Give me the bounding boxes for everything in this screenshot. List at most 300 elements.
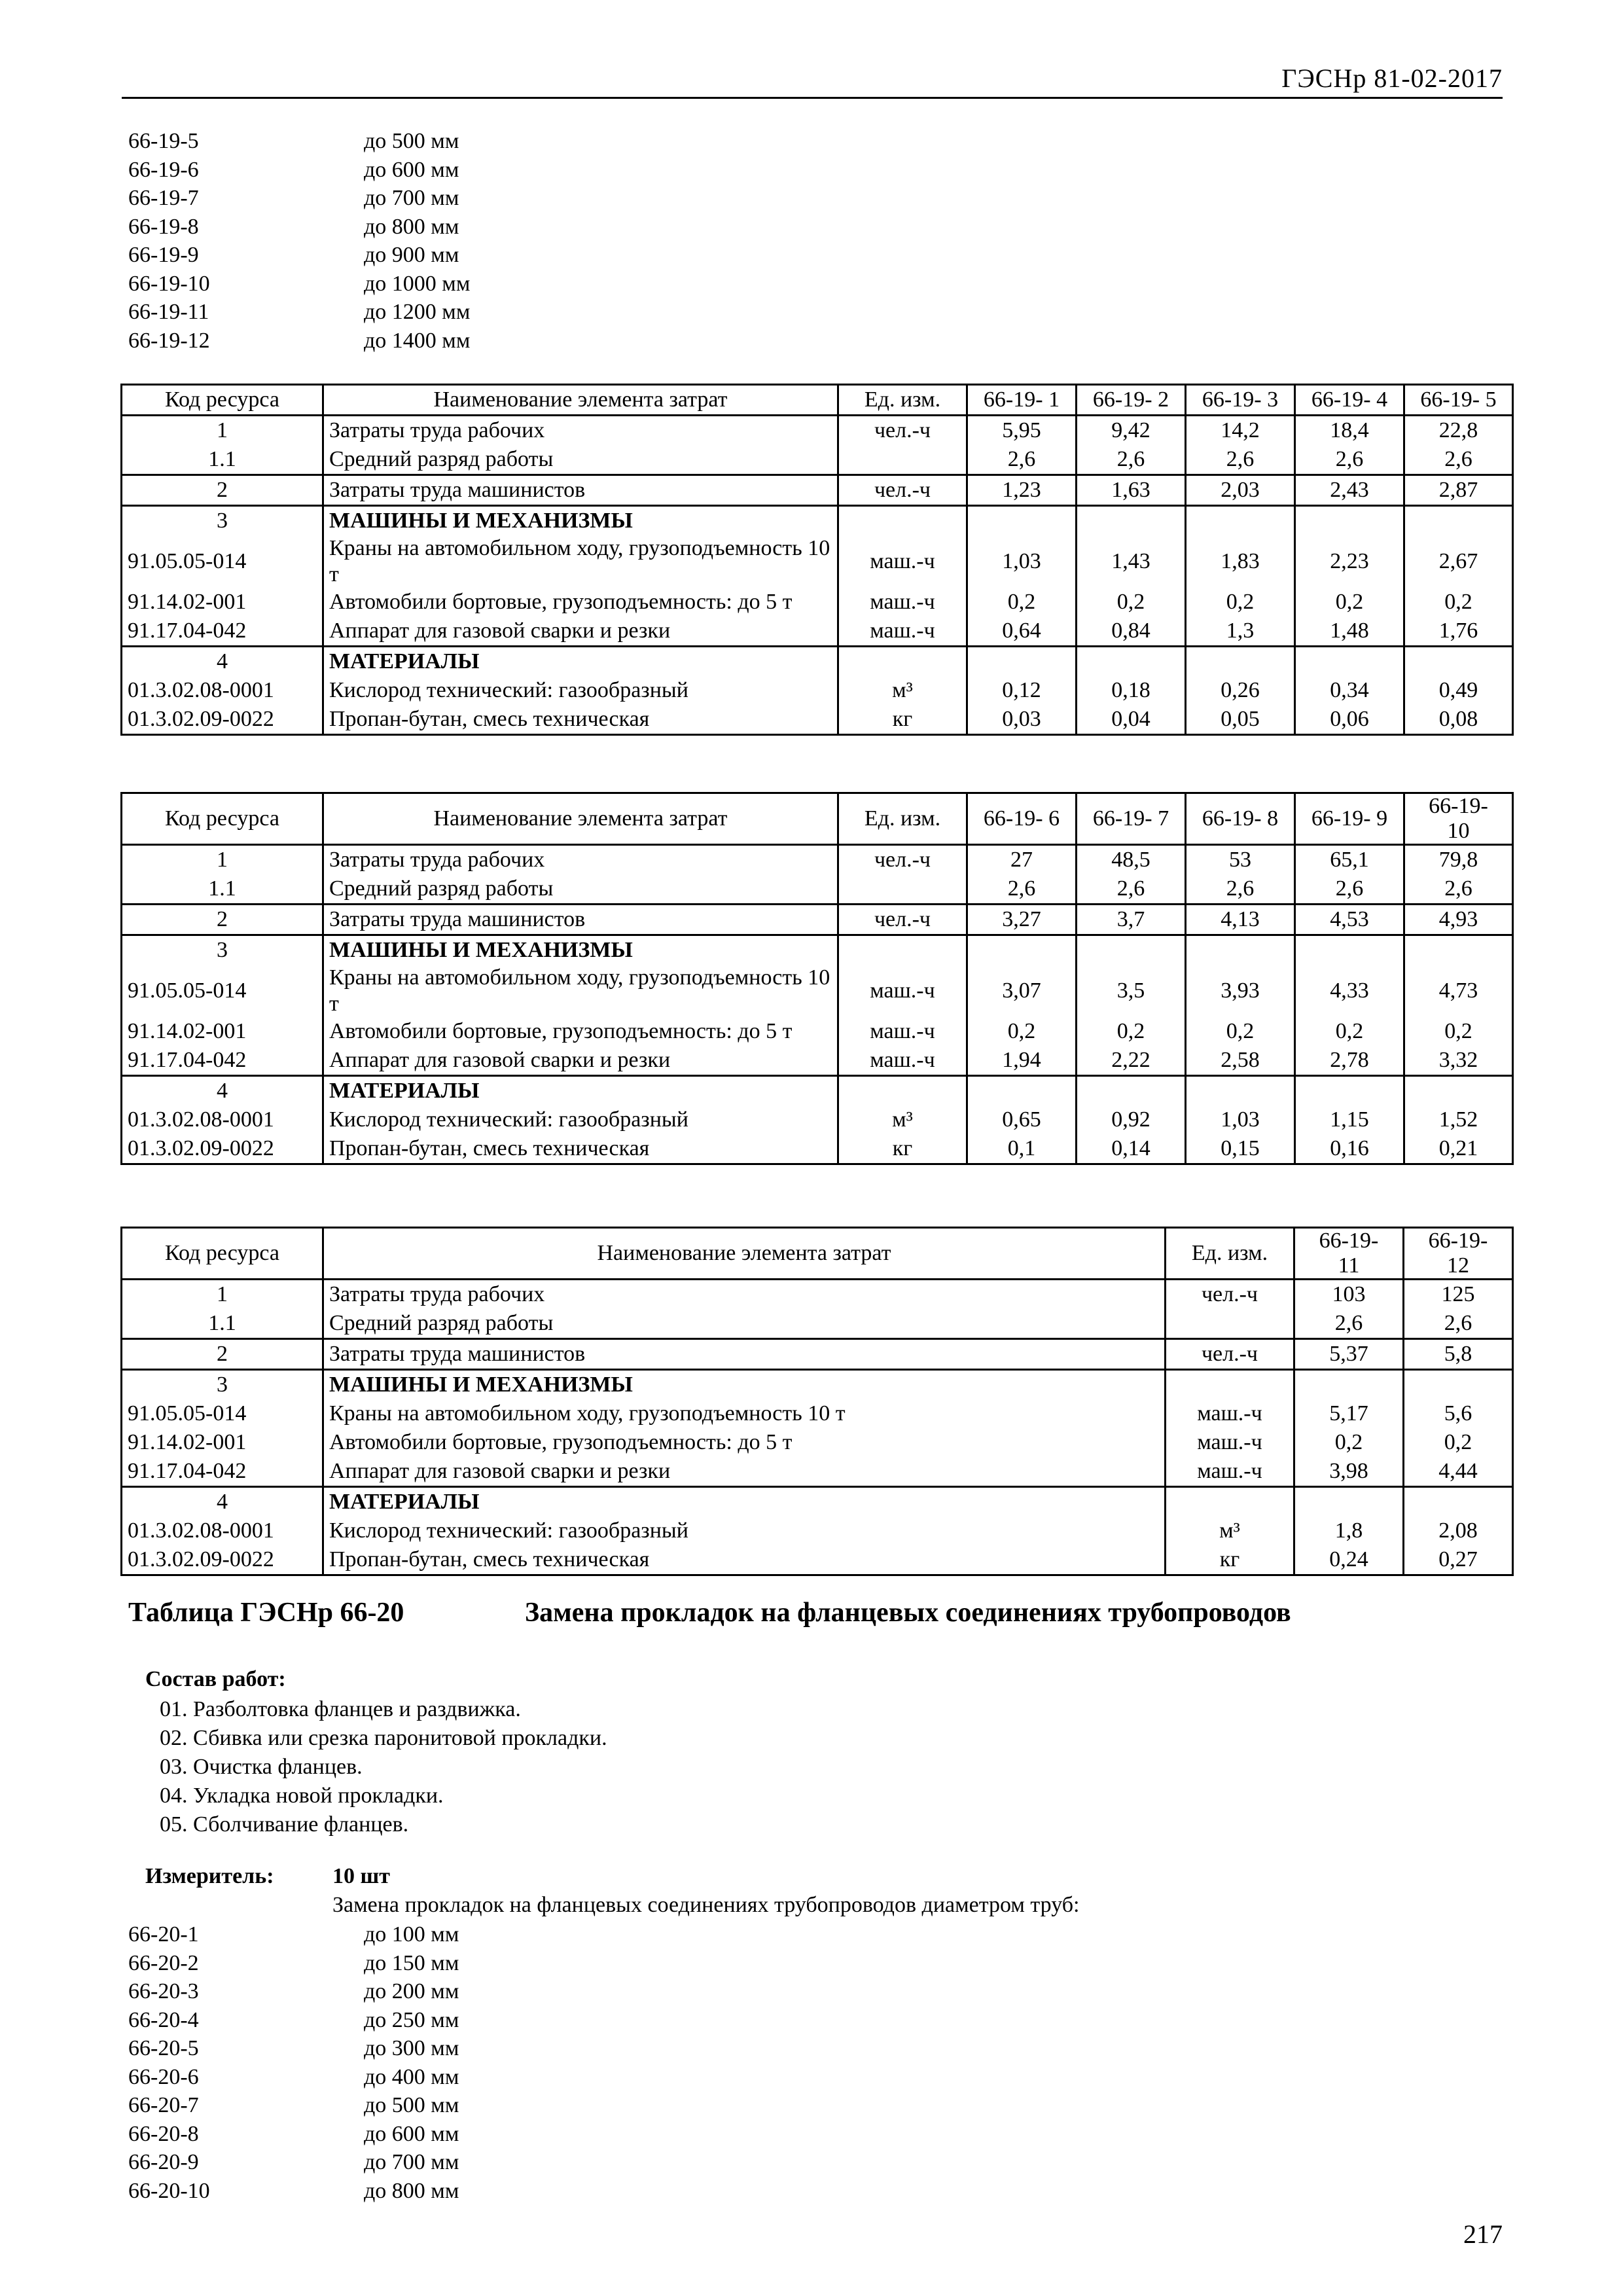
cell-unit: маш.-ч [838,1046,967,1076]
cell-value: 3,07 [967,965,1077,1017]
cell-unit: маш.-ч [838,535,967,588]
measure-description: Замена прокладок на фланцевых соединениях трубопроводов диаметром труб: [332,1893,1080,1917]
item-text: до 300 мм [364,2036,459,2060]
cell-value: 1,76 [1404,617,1513,647]
cell-name: Средний разряд работы [323,874,838,905]
list-item [128,1977,459,2006]
cell-unit: кг [838,705,967,735]
measure-label: Измеритель: [145,1864,274,1888]
header-norm-code: 66-19- 4 [1295,385,1404,416]
header-norm-code: 66-19- 6 [967,793,1077,845]
cell-unit: м³ [1166,1516,1294,1545]
table-header-row [122,793,1513,845]
cell-value: 0,2 [1295,1017,1404,1046]
cell-value [1077,647,1186,677]
cell-value: 1,23 [967,475,1077,506]
cell-name: МАШИНЫ И МЕХАНИЗМЫ [323,506,838,536]
header-name: Наименование элемента затрат [323,793,838,845]
item-code: 66-20-9 [128,2150,199,2174]
cell-value: 2,6 [967,445,1077,475]
cell-value: 125 [1404,1280,1513,1310]
cell-unit: м³ [838,676,967,705]
cell-value: 0,92 [1077,1105,1186,1134]
cell-value: 0,65 [967,1105,1077,1134]
list-item [128,327,470,355]
cell-value: 0,49 [1404,676,1513,705]
table-row [122,1134,1513,1164]
list-item [128,2091,459,2120]
cell-code: 91.17.04-042 [122,1457,323,1487]
item-text: до 700 мм [364,186,459,210]
cell-value [967,647,1077,677]
cell-value: 0,2 [1186,1017,1295,1046]
cell-unit: чел.-ч [838,905,967,935]
cell-value: 0,2 [1404,1017,1513,1046]
item-code: 66-20-1 [128,1922,199,1946]
cell-unit: маш.-ч [1166,1457,1294,1487]
cell-value [1294,1487,1404,1517]
cell-name: МАТЕРИАЛЫ [323,1076,838,1106]
composition-item: 02. Сбивка или срезка паронитовой прокладки. [160,1726,607,1750]
table-row [122,617,1513,647]
cell-value: 0,04 [1077,705,1186,735]
cell-code: 01.3.02.09-0022 [122,1545,323,1575]
cell-value: 0,2 [1404,588,1513,617]
cell-value: 2,6 [1186,874,1295,905]
cell-code: 4 [122,1076,323,1106]
table-row [122,1339,1513,1370]
cell-name: МАШИНЫ И МЕХАНИЗМЫ [323,1370,1166,1400]
cell-value: 2,6 [1404,874,1513,905]
item-text: до 100 мм [364,1922,459,1946]
table-row [122,1017,1513,1046]
item-code: 66-20-5 [128,2036,199,2060]
table-row [122,1399,1513,1428]
cell-name: Автомобили бортовые, грузоподъемность: до 5 т [323,1428,1166,1457]
cell-value: 3,93 [1186,965,1295,1017]
cell-value: 4,53 [1295,905,1404,935]
item-text: до 1200 мм [364,300,471,324]
page-number: 217 [1463,2219,1503,2249]
list-item [128,156,470,185]
cell-unit [838,647,967,677]
cell-code: 91.05.05-014 [122,1399,323,1428]
cell-value: 0,08 [1404,705,1513,735]
item-text: до 400 мм [364,2064,459,2089]
cell-value: 4,33 [1295,965,1404,1017]
cell-value [1295,1076,1404,1106]
table-row [122,475,1513,506]
cell-value [1404,1076,1513,1106]
cell-name: Кислород технический: газообразный [323,676,838,705]
cell-code: 01.3.02.09-0022 [122,705,323,735]
item-text: до 150 мм [364,1950,459,1975]
cell-code: 1 [122,845,323,875]
table-row [122,445,1513,475]
cell-value: 0,2 [1295,588,1404,617]
cell-value: 0,14 [1077,1134,1186,1164]
table-title: Замена прокладок на фланцевых соединениях трубопроводов [525,1598,1291,1628]
header-code: Код ресурса [122,793,323,845]
cell-name: Затраты труда рабочих [323,416,838,446]
cell-value: 27 [967,845,1077,875]
cell-value: 1,03 [967,535,1077,588]
cell-unit: чел.-ч [838,475,967,506]
list-item [128,2177,459,2206]
cell-value [1186,935,1295,965]
cell-value: 2,08 [1404,1516,1513,1545]
cell-unit [1166,1309,1294,1339]
resource-table-1 [120,384,1514,736]
cell-name: Затраты труда машинистов [323,905,838,935]
list-item [128,213,470,242]
header-unit: Ед. изм. [838,793,967,845]
cell-value: 4,44 [1404,1457,1513,1487]
cell-value: 0,2 [1077,588,1186,617]
header-code: Код ресурса [122,1228,323,1280]
item-code: 66-19-11 [128,300,209,324]
cell-code: 1 [122,1280,323,1310]
list-item [128,2063,459,2092]
cell-value: 2,58 [1186,1046,1295,1076]
header-name: Наименование элемента затрат [323,385,838,416]
cell-unit [838,506,967,536]
composition-title: Состав работ: [145,1667,286,1691]
cell-name: Кислород технический: газообразный [323,1516,1166,1545]
cell-value [1077,506,1186,536]
cell-value: 2,23 [1295,535,1404,588]
cell-value: 2,6 [1295,874,1404,905]
list-item [128,184,470,213]
cell-value: 48,5 [1077,845,1186,875]
item-text: до 900 мм [364,243,459,267]
table-row [122,905,1513,935]
cell-unit: маш.-ч [838,965,967,1017]
item-code: 66-20-10 [128,2178,210,2203]
cell-value: 5,17 [1294,1399,1404,1428]
table-row [122,416,1513,446]
cell-value: 0,06 [1295,705,1404,735]
cell-value: 0,2 [1186,588,1295,617]
item-text: до 500 мм [364,129,459,153]
cell-unit: маш.-ч [838,588,967,617]
item-text: до 500 мм [364,2093,459,2117]
composition-item: 03. Очистка фланцев. [160,1755,363,1779]
cell-value: 1,63 [1077,475,1186,506]
cell-unit: кг [1166,1545,1294,1575]
item-code: 66-20-7 [128,2093,199,2117]
cell-name: Пропан-бутан, смесь техническая [323,1545,1166,1575]
list-item [128,298,470,327]
cell-code: 1.1 [122,874,323,905]
cell-name: Средний разряд работы [323,1309,1166,1339]
cell-value: 2,6 [1077,445,1186,475]
table-header-row [122,385,1513,416]
list-item [128,2006,459,2035]
cell-unit: кг [838,1134,967,1164]
cell-name: Затраты труда рабочих [323,845,838,875]
code-list-top [128,127,470,355]
cell-value: 0,34 [1295,676,1404,705]
cell-value: 1,83 [1186,535,1295,588]
cell-unit: маш.-ч [1166,1399,1294,1428]
header-norm-code: 66-19- 2 [1077,385,1186,416]
cell-value: 5,8 [1404,1339,1513,1370]
item-text: до 1400 мм [364,328,471,353]
cell-value: 103 [1294,1280,1404,1310]
table-row [122,1105,1513,1134]
cell-value [967,1076,1077,1106]
list-item [128,2034,459,2063]
cell-unit [1166,1487,1294,1517]
table-row [122,1457,1513,1487]
cell-name: Затраты труда машинистов [323,1339,1166,1370]
cell-value: 18,4 [1295,416,1404,446]
item-text: до 700 мм [364,2150,459,2174]
composition-list [160,1695,607,1839]
cell-code: 4 [122,647,323,677]
header-norm-code: 66-19- 8 [1186,793,1295,845]
cell-name: Аппарат для газовой сварки и резки [323,1046,838,1076]
item-code: 66-19-6 [128,157,199,182]
cell-value [1186,647,1295,677]
cell-value: 2,6 [1186,445,1295,475]
list-item [128,1949,459,1978]
cell-code: 91.14.02-001 [122,588,323,617]
cell-value: 2,78 [1295,1046,1404,1076]
cell-value: 0,2 [1077,1017,1186,1046]
cell-value: 2,6 [1295,445,1404,475]
header-norm-code: 66-19- 7 [1077,793,1186,845]
list-item [128,2148,459,2177]
cell-value: 1,52 [1404,1105,1513,1134]
table-row [122,1545,1513,1575]
cell-code: 2 [122,475,323,506]
table-row [122,1428,1513,1457]
cell-value: 79,8 [1404,845,1513,875]
cell-value: 0,1 [967,1134,1077,1164]
cell-name: МАТЕРИАЛЫ [323,647,838,677]
cell-code: 91.05.05-014 [122,965,323,1017]
code-list-bottom [128,1920,459,2205]
list-item [128,241,470,270]
list-item [128,270,470,298]
item-text: до 800 мм [364,214,459,239]
composition-item: 04. Укладка новой прокладки. [160,1784,444,1808]
cell-value: 0,15 [1186,1134,1295,1164]
cell-value [1295,647,1404,677]
cell-name: Аппарат для газовой сварки и резки [323,617,838,647]
header-norm-code: 66-19- 1 [967,385,1077,416]
cell-value: 5,37 [1294,1339,1404,1370]
cell-name: Средний разряд работы [323,445,838,475]
cell-unit: м³ [838,1105,967,1134]
measure-value: 10 шт [332,1864,390,1888]
item-code: 66-20-6 [128,2064,199,2089]
cell-unit: чел.-ч [1166,1280,1294,1310]
item-code: 66-20-3 [128,1979,199,2003]
table-row [122,535,1513,588]
header-norm-code: 66-19- 5 [1404,385,1513,416]
cell-value [1295,935,1404,965]
cell-unit [838,1076,967,1106]
cell-value [967,506,1077,536]
table-row [122,506,1513,536]
table-row [122,588,1513,617]
cell-value [1295,506,1404,536]
list-item [128,2120,459,2149]
cell-code: 01.3.02.08-0001 [122,1516,323,1545]
item-text: до 200 мм [364,1979,459,2003]
cell-code: 1 [122,416,323,446]
item-code: 66-19-12 [128,328,210,353]
cell-value: 0,03 [967,705,1077,735]
cell-unit [838,874,967,905]
cell-value: 0,26 [1186,676,1295,705]
cell-value: 0,21 [1404,1134,1513,1164]
cell-value: 0,16 [1295,1134,1404,1164]
cell-name: Аппарат для газовой сварки и резки [323,1457,1166,1487]
cell-value: 4,73 [1404,965,1513,1017]
cell-value: 0,24 [1294,1545,1404,1575]
cell-value: 2,6 [967,874,1077,905]
cell-value: 2,43 [1295,475,1404,506]
item-text: до 1000 мм [364,271,471,296]
header-unit: Ед. изм. [1166,1228,1294,1280]
cell-name: Пропан-бутан, смесь техническая [323,705,838,735]
table-row [122,1280,1513,1310]
document-code: ГЭСНр 81-02-2017 [1281,63,1503,93]
cell-name: Автомобили бортовые, грузоподъемность: до 5 т [323,1017,838,1046]
composition-item: 05. Сболчивание фланцев. [160,1812,409,1837]
cell-code: 91.14.02-001 [122,1017,323,1046]
cell-code: 3 [122,1370,323,1400]
cell-name: Кислород технический: газообразный [323,1105,838,1134]
item-text: до 600 мм [364,157,459,182]
cell-value: 5,6 [1404,1399,1513,1428]
cell-unit [838,935,967,965]
cell-code: 2 [122,1339,323,1370]
cell-unit [1166,1370,1294,1400]
cell-code: 91.05.05-014 [122,535,323,588]
cell-unit [838,445,967,475]
cell-value [1186,506,1295,536]
cell-value: 1,03 [1186,1105,1295,1134]
cell-code: 2 [122,905,323,935]
table-row [122,1516,1513,1545]
item-code: 66-19-7 [128,186,199,210]
cell-value: 0,84 [1077,617,1186,647]
cell-value: 0,2 [1404,1428,1513,1457]
cell-value: 4,93 [1404,905,1513,935]
cell-code: 91.17.04-042 [122,1046,323,1076]
cell-value: 2,87 [1404,475,1513,506]
cell-value: 0,2 [1294,1428,1404,1457]
cell-value: 1,8 [1294,1516,1404,1545]
cell-value: 2,6 [1404,445,1513,475]
cell-value: 3,5 [1077,965,1186,1017]
cell-value: 3,32 [1404,1046,1513,1076]
table-row [122,676,1513,705]
table-row [122,1309,1513,1339]
list-item [128,127,470,156]
item-text: до 600 мм [364,2121,459,2146]
item-code: 66-19-8 [128,214,199,239]
cell-code: 91.14.02-001 [122,1428,323,1457]
cell-value: 2,6 [1077,874,1186,905]
table-row [122,845,1513,875]
table-header-row [122,1228,1513,1280]
cell-value: 9,42 [1077,416,1186,446]
cell-code: 1.1 [122,445,323,475]
cell-value: 1,15 [1295,1105,1404,1134]
table-row [122,1076,1513,1106]
cell-value: 1,94 [967,1046,1077,1076]
table-heading [128,1597,1291,1628]
cell-code: 01.3.02.08-0001 [122,676,323,705]
cell-unit: маш.-ч [1166,1428,1294,1457]
cell-value: 3,98 [1294,1457,1404,1487]
cell-value: 1,43 [1077,535,1186,588]
cell-value: 0,12 [967,676,1077,705]
cell-unit: чел.-ч [838,416,967,446]
header-norm-code: 66-19- 11 [1294,1228,1404,1280]
item-code: 66-20-4 [128,2007,199,2032]
table-row [122,705,1513,735]
item-code: 66-20-2 [128,1950,199,1975]
cell-value: 1,48 [1295,617,1404,647]
cell-value [967,935,1077,965]
cell-value: 0,05 [1186,705,1295,735]
cell-name: МАТЕРИАЛЫ [323,1487,1166,1517]
table-row [122,1046,1513,1076]
table-row [122,647,1513,677]
cell-value: 0,64 [967,617,1077,647]
cell-value: 5,95 [967,416,1077,446]
cell-value [1186,1076,1295,1106]
cell-name: МАШИНЫ И МЕХАНИЗМЫ [323,935,838,965]
list-item [128,1920,459,1949]
cell-value: 2,22 [1077,1046,1186,1076]
cell-unit: маш.-ч [838,1017,967,1046]
cell-value: 22,8 [1404,416,1513,446]
item-code: 66-20-8 [128,2121,199,2146]
cell-code: 4 [122,1487,323,1517]
cell-name: Краны на автомобильном ходу, грузоподъемность 10 т [323,965,838,1017]
cell-code: 3 [122,935,323,965]
cell-name: Краны на автомобильном ходу, грузоподъемность 10 т [323,1399,1166,1428]
cell-code: 91.17.04-042 [122,617,323,647]
item-code: 66-19-9 [128,243,199,267]
page-header [122,63,1503,99]
cell-value: 2,03 [1186,475,1295,506]
item-text: до 250 мм [364,2007,459,2032]
header-unit: Ед. изм. [838,385,967,416]
cell-value [1404,506,1513,536]
cell-value: 53 [1186,845,1295,875]
cell-name: Краны на автомобильном ходу, грузоподъемность 10 т [323,535,838,588]
cell-value: 2,6 [1294,1309,1404,1339]
cell-value: 0,27 [1404,1545,1513,1575]
cell-code: 01.3.02.09-0022 [122,1134,323,1164]
cell-unit: чел.-ч [838,845,967,875]
cell-unit: чел.-ч [1166,1339,1294,1370]
cell-value: 2,6 [1404,1309,1513,1339]
header-name: Наименование элемента затрат [323,1228,1166,1280]
item-text: до 800 мм [364,2178,459,2203]
header-norm-code: 66-19- 9 [1295,793,1404,845]
header-norm-code: 66-19- 3 [1186,385,1295,416]
